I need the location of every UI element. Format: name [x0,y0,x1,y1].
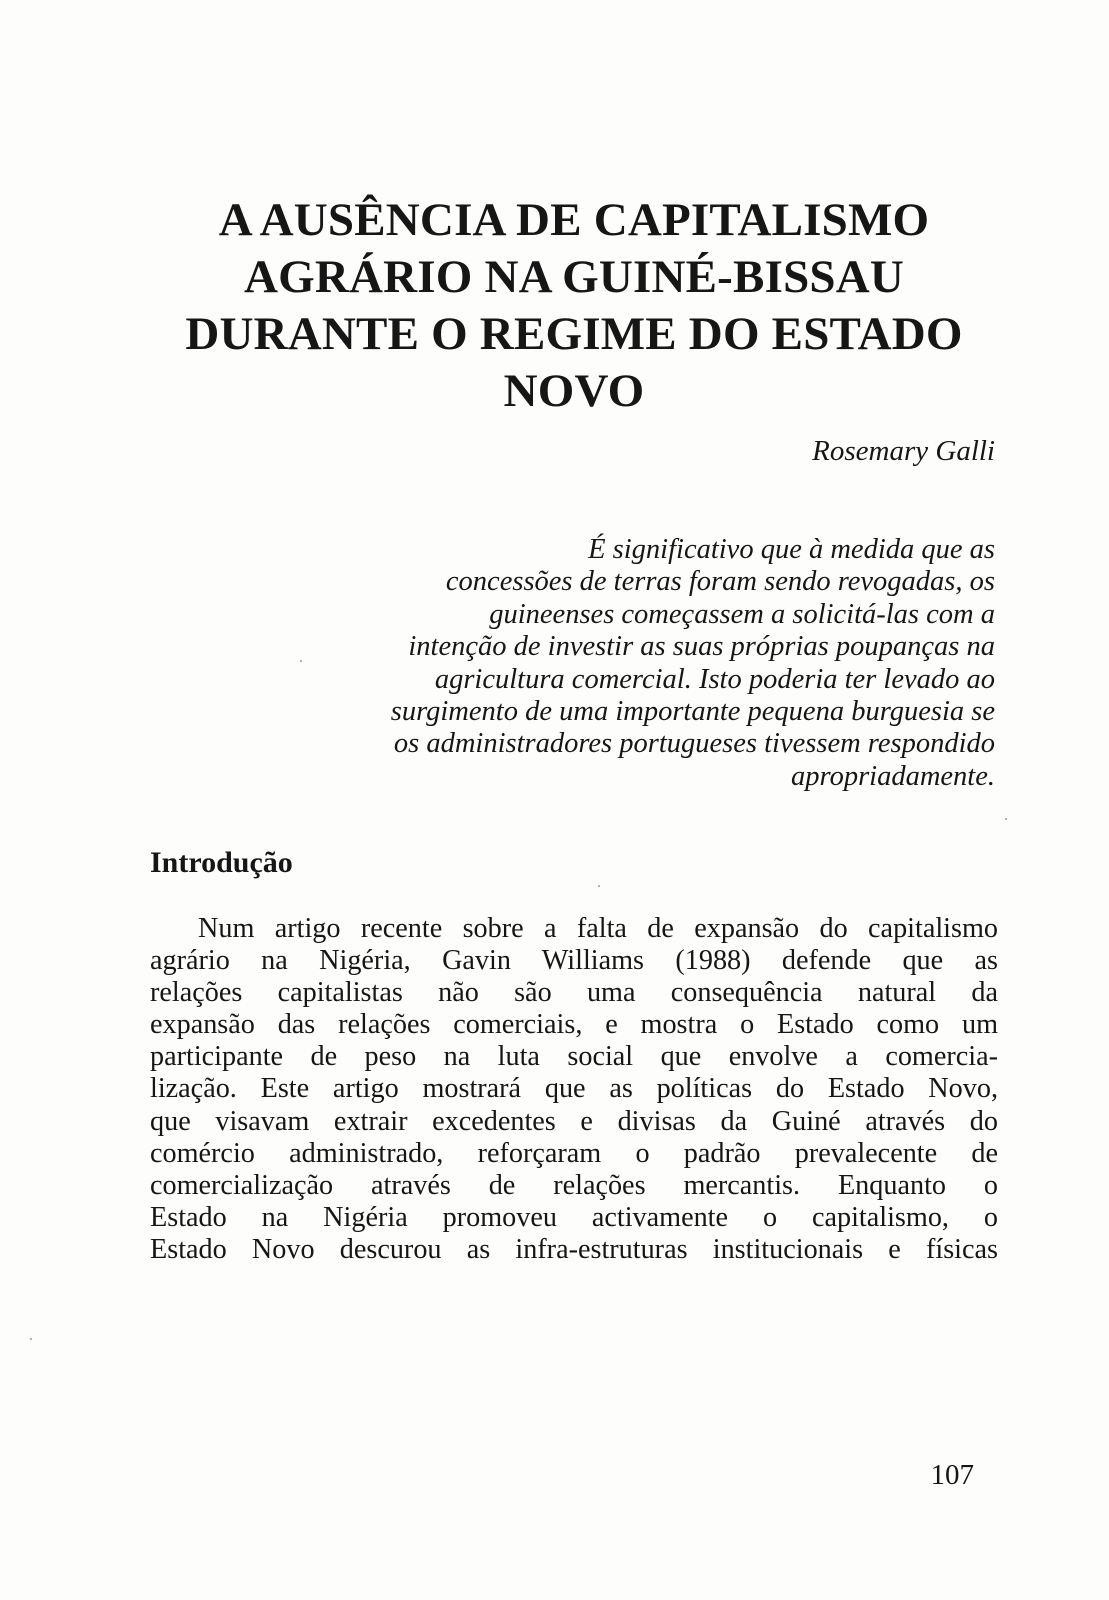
body-line: que visavam extrair excedentes e divisas da Guiné através do [150,1105,998,1137]
body-line: Estado na Nigéria promoveu activamente o capitalismo, o [150,1201,998,1233]
page-number: 107 [930,1459,974,1491]
scan-speck [300,660,302,662]
body-line: Num artigo recente sobre a falta de expansão do capitalismo [198,913,998,944]
author-name: Rosemary Galli [812,435,995,467]
article-title [150,192,998,420]
section-heading: Introdução [150,846,293,879]
epigraph-line: concessões de terras foram sendo revogadas, os [445,566,995,598]
title-line: DURANTE O REGIME DO ESTADO [185,308,963,360]
scan-speck [30,1338,32,1340]
epigraph-line: os administradores portugueses tivessem respondido [393,728,995,760]
body-line: relações capitalistas não são uma consequência natural da [150,977,998,1009]
epigraph-line: intenção de investir as suas próprias poupanças na [408,631,995,663]
scan-speck [1005,818,1007,820]
title-line: AGRÁRIO NA GUINÉ-BISSAU [243,251,905,303]
body-line: comércio administrado, reforçaram o padrão prevalecente de [150,1137,998,1169]
epigraph-line: guineenses começassem a solicitá-las com a [489,598,995,630]
epigraph-line: É significativo que à medida que as [588,534,995,565]
title-line: NOVO [503,365,645,417]
body-paragraph [150,913,998,1266]
body-line: agrário na Nigéria, Gavin Williams (1988) defende que as [150,945,998,977]
epigraph-line: surgimento de uma importante pequena burguesia se [390,696,995,728]
body-line: lização. Este artigo mostrará que as políticas do Estado Novo, [150,1073,998,1105]
epigraph-line: apropriadamente. [791,760,995,792]
body-line: Estado Novo descurou as infra-estruturas institucionais e físicas [150,1233,998,1265]
body-line: expansão das relações comerciais, e mostra o Estado como um [150,1009,998,1041]
epigraph-line: agricultura comercial. Isto poderia ter levado ao [434,663,995,695]
scan-speck [598,885,600,887]
body-line: comercialização através de relações mercantis. Enquanto o [150,1169,998,1201]
title-line: A AUSÊNCIA DE CAPITALISMO [218,194,930,246]
epigraph [300,534,995,793]
body-line: participante de peso na luta social que envolve a comercia- [150,1041,998,1073]
